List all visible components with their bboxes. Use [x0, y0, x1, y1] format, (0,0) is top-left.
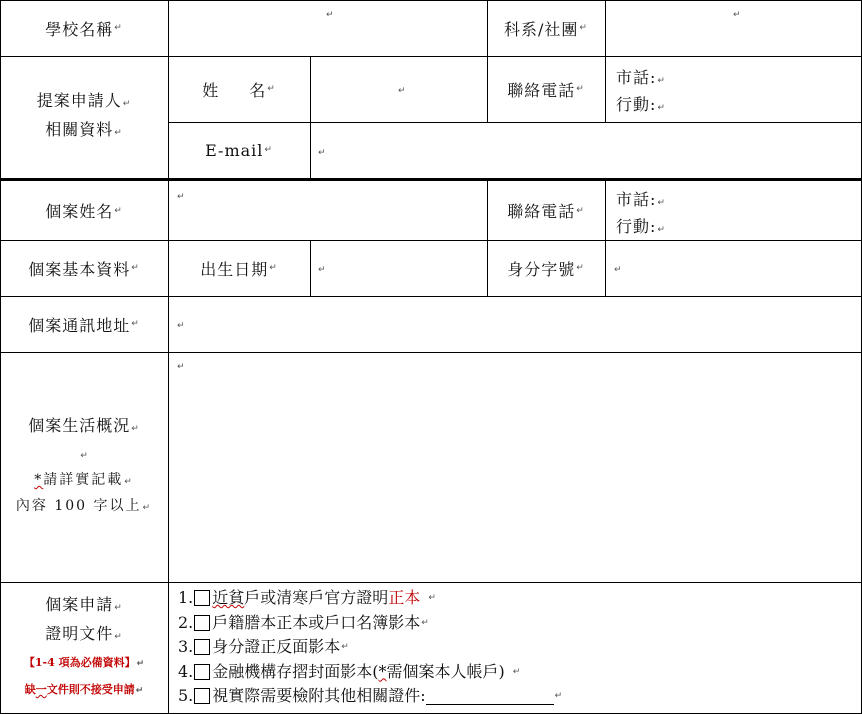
label-text: E-mail — [205, 140, 264, 160]
paragraph-mark-icon: ↵ — [80, 451, 89, 461]
label-text: 學校名稱 — [45, 19, 114, 39]
document-item — [178, 611, 562, 636]
missing-note: 缺 — [24, 683, 36, 696]
paragraph-mark-icon: ↵ — [614, 265, 622, 275]
birth-date-label — [168, 240, 310, 296]
case-basic-info-label — [0, 240, 168, 296]
paragraph-mark-icon: ↵ — [131, 319, 140, 329]
paragraph-mark-icon: ↵ — [318, 265, 326, 275]
item-text: 視實際需要檢附其他相關證件: — [212, 686, 426, 705]
paragraph-mark-icon: ↵ — [114, 632, 123, 642]
rule — [310, 240, 311, 296]
paragraph-mark-icon: ↵ — [136, 659, 145, 669]
note-text: 內容 100 字以上 — [15, 498, 142, 514]
applicant-phone-fields — [616, 66, 666, 120]
paragraph-mark-icon: ↵ — [657, 225, 666, 235]
label-text: 姓 — [202, 80, 220, 100]
item-text: 戶或清寒戶官方證明 — [244, 588, 389, 607]
document-item — [178, 635, 562, 660]
checkbox[interactable] — [194, 590, 210, 606]
paragraph-mark-icon: ↵ — [269, 263, 278, 273]
paragraph-mark-icon: ↵ — [576, 263, 585, 273]
item-number: 5. — [178, 686, 194, 705]
paragraph-mark-icon: ↵ — [657, 198, 666, 208]
checkbox[interactable] — [194, 688, 210, 704]
paragraph-mark-icon: ↵ — [554, 691, 563, 701]
item-text-red: 正本 — [388, 588, 421, 607]
rule — [310, 56, 311, 178]
paragraph-mark-icon: ↵ — [512, 666, 521, 677]
label-text: 個案基本資料 — [28, 259, 131, 279]
paragraph-mark-icon: ↵ — [177, 362, 185, 372]
paragraph-mark-icon: ↵ — [131, 263, 140, 273]
label-text: 個案申請 — [45, 595, 114, 614]
missing-note: 文件則不接受申請 — [46, 683, 135, 696]
paragraph-mark-icon: ↵ — [122, 99, 132, 109]
case-name-label — [0, 181, 168, 240]
item-star: * — [378, 661, 387, 681]
paragraph-mark-icon: ↵ — [114, 205, 123, 216]
mobile-phone-label: 行動: — [616, 95, 657, 114]
paragraph-mark-icon: ↵ — [398, 86, 406, 96]
label-text: 相關資料 — [45, 120, 114, 139]
paragraph-mark-icon: ↵ — [421, 617, 429, 628]
case-address-label — [0, 296, 168, 352]
documents-checklist — [178, 586, 562, 709]
paragraph-mark-icon: ↵ — [579, 23, 588, 33]
item-text: 戶籍謄本正本或戶口名簿影本 — [212, 612, 421, 632]
note-text: 請詳實記載 — [43, 472, 124, 488]
item-number: 2. — [178, 612, 194, 632]
rule — [605, 180, 606, 240]
paragraph-mark-icon: ↵ — [135, 686, 144, 696]
paragraph-mark-icon: ↵ — [131, 424, 140, 434]
rule — [605, 0, 606, 56]
school-name-label — [0, 0, 168, 56]
label-text: 提案申請人 — [36, 91, 122, 110]
applicant-name-label — [168, 56, 310, 122]
city-phone-label: 市話: — [616, 190, 657, 209]
item-number: 1. — [178, 588, 194, 607]
paragraph-mark-icon: ↵ — [733, 10, 741, 20]
document-item — [178, 586, 562, 611]
paragraph-mark-icon: ↵ — [124, 477, 134, 487]
label-text: 聯絡電話 — [507, 202, 576, 221]
paragraph-mark-icon: ↵ — [142, 503, 153, 513]
label-text: 科系/社團 — [504, 19, 579, 39]
document-item — [178, 684, 562, 709]
item-text: 近貧 — [212, 588, 245, 607]
mobile-phone-label: 行動: — [616, 217, 657, 236]
label-text: 證明文件 — [45, 624, 114, 643]
document-item — [178, 660, 562, 685]
paragraph-mark-icon: ↵ — [114, 603, 123, 613]
paragraph-mark-icon: ↵ — [341, 642, 349, 652]
checkbox[interactable] — [194, 639, 210, 655]
department-label — [487, 0, 605, 56]
paragraph-mark-icon: ↵ — [177, 192, 185, 202]
label-text: 個案通訊地址 — [28, 315, 131, 335]
checkbox[interactable] — [194, 615, 210, 631]
required-note: 【1-4 項為必備資料】 — [23, 656, 136, 669]
paragraph-mark-icon: ↵ — [264, 145, 273, 155]
label-text: 聯絡電話 — [507, 80, 576, 100]
paragraph-mark-icon: ↵ — [657, 103, 666, 113]
rule — [605, 240, 606, 296]
paragraph-mark-icon: ↵ — [428, 593, 436, 603]
paragraph-mark-icon: ↵ — [114, 23, 123, 33]
fill-in-blank[interactable] — [426, 688, 554, 705]
paragraph-mark-icon: ↵ — [177, 321, 185, 331]
documents-label — [0, 583, 168, 713]
case-phone-fields — [616, 188, 666, 242]
paragraph-mark-icon: ↵ — [267, 84, 276, 94]
city-phone-label: 市話: — [616, 68, 657, 87]
rule — [605, 56, 606, 122]
label-text: 出生日期 — [200, 259, 269, 279]
item-text: 身分證正反面影本 — [212, 637, 341, 656]
paragraph-mark-icon: ↵ — [657, 76, 666, 86]
paragraph-mark-icon: ↵ — [576, 205, 585, 216]
checkbox[interactable] — [194, 664, 210, 680]
item-text: 需個案本人帳戶) — [386, 661, 505, 681]
id-number-label — [487, 240, 605, 296]
case-life-label — [0, 352, 168, 582]
label-text: 身分字號 — [507, 259, 576, 279]
paragraph-mark-icon: ↵ — [326, 10, 334, 20]
label-text: 名 — [249, 80, 267, 100]
item-number: 4. — [178, 661, 194, 681]
paragraph-mark-icon: ↵ — [576, 84, 585, 94]
item-text: 金融機構存摺封面影本( — [212, 661, 379, 681]
note-star: * — [34, 472, 44, 488]
paragraph-mark-icon: ↵ — [318, 148, 326, 158]
applicant-email-label — [168, 122, 310, 178]
missing-note: 一 — [35, 683, 47, 696]
applicant-phone-label — [487, 56, 605, 122]
label-text: 個案生活概況 — [28, 416, 131, 435]
item-number: 3. — [178, 637, 194, 656]
paragraph-mark-icon: ↵ — [114, 128, 123, 138]
label-text: 個案姓名 — [45, 202, 114, 221]
case-phone-label — [487, 181, 605, 240]
applicant-section-label — [0, 56, 168, 178]
